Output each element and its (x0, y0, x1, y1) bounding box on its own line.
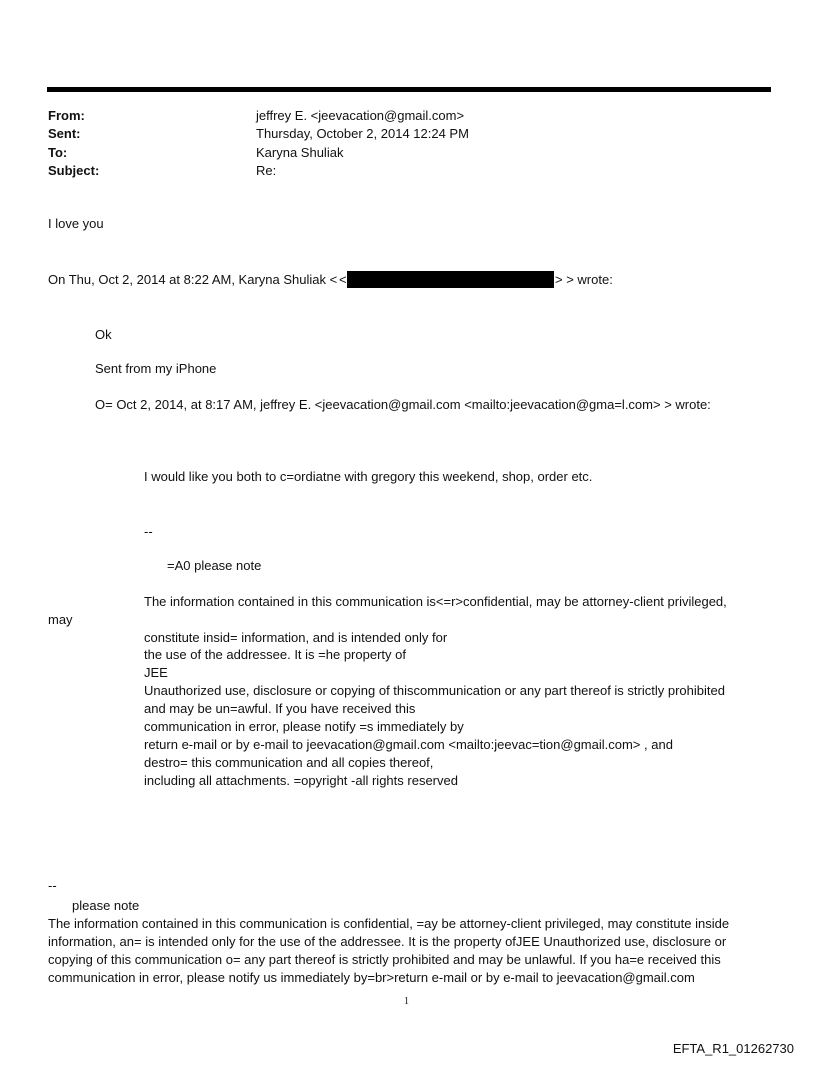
sent-from-iphone: Sent from my iPhone (95, 361, 217, 376)
reply-ok: Ok (95, 327, 112, 342)
from-label: From: (48, 108, 85, 123)
footer-para-line-2: information, an= is intended only for the use of the addressee. It is the property ofJEE Unauthorized use, disclosure or (48, 934, 727, 949)
disclaimer-line-1: The information contained in this communication is<=r>confidential, may be attorney-client privileged, (144, 594, 727, 609)
footer-please-note: please note (72, 898, 140, 913)
footer-para-line-4: communication in error, please notify us immediately by=br>return e-mail or by e-mail to jeevacation@gmail.com (48, 970, 695, 985)
subject-label: Subject: (48, 163, 100, 178)
inner-message: I would like you both to c=ordiatne with gregory this weekend, shop, order etc. (144, 469, 593, 484)
inner-dashes: -- (144, 524, 153, 539)
page-number: 1 (404, 996, 409, 1007)
disclaimer-may: may (48, 612, 73, 627)
disclaimer-line-2: constitute insid= information, and is intended only for (144, 630, 448, 645)
body-line-love: I love you (48, 216, 104, 231)
footer-para-line-3: copying of this communication o= any part thereof is strictly prohibited and may be unlawful. If you ha=e received this (48, 952, 721, 967)
disclaimer-line-6: and may be un=awful. If you have received this (144, 701, 416, 716)
quote-intro-lt: < (339, 272, 347, 287)
to-value: Karyna Shuliak (256, 145, 344, 160)
quote-intro-before: On Thu, Oct 2, 2014 at 8:22 AM, Karyna Shuliak < (48, 272, 338, 287)
footer-dashes: -- (48, 878, 57, 893)
to-label: To: (48, 145, 68, 160)
subject-value: Re: (256, 163, 277, 178)
header-rule (47, 87, 771, 92)
disclaimer-line-4: JEE (144, 665, 168, 680)
sent-label: Sent: (48, 126, 81, 141)
disclaimer-line-9: destro= this communication and all copies thereof, (144, 755, 434, 770)
sent-value: Thursday, October 2, 2014 12:24 PM (256, 126, 469, 141)
redaction-box (347, 271, 554, 288)
inner-quote-intro: O= Oct 2, 2014, at 8:17 AM, jeffrey E. <jeevacation@gmail.com <mailto:jeevacation@gma=l.com> > wrote: (95, 397, 711, 412)
disclaimer-line-8: return e-mail or by e-mail to jeevacation@gmail.com <mailto:jeevac=tion@gmail.com> , and (144, 737, 673, 752)
from-value: jeffrey E. <jeevacation@gmail.com> (256, 108, 465, 123)
disclaimer-line-3: the use of the addressee. It is =he property of (144, 647, 406, 662)
inner-please-note: =A0 please note (167, 558, 262, 573)
disclaimer-line-5: Unauthorized use, disclosure or copying of thiscommunication or any part thereof is strictly prohibited (144, 683, 725, 698)
quote-intro-after: > > wrote: (555, 272, 613, 287)
footer-para-line-1: The information contained in this communication is confidential, =ay be attorney-client privileged, may constitute inside (48, 916, 730, 931)
disclaimer-line-7: communication in error, please notify =s immediately by (144, 719, 464, 734)
disclaimer-line-10: including all attachments. =opyright -all rights reserved (144, 773, 458, 788)
document-id: EFTA_R1_01262730 (672, 1041, 794, 1056)
